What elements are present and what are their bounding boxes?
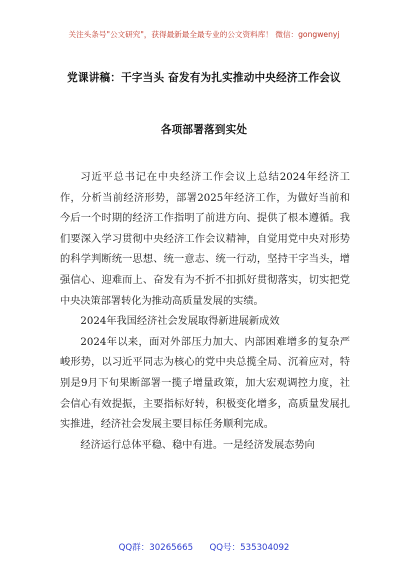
header-note: 关注头条号"公文研究"，获得最新最全最专业的公文资料库！ 微信：gongwenyj [68,30,340,39]
document-title-line-2: 各项部署落到实处 [160,124,248,136]
body-paragraph: 习近平总书记在中央经济工作会议上总结2024年经济工作，分析当前经济形势，部署2025年经济工作，为做好当前和今后一个时期的经济工作指明了前进方向、提供了根本遵循。我们要深入学习贯彻中央经济工作会议精神，自觉用党中央对形势的科学判断统一思想、统一意志、统一行动，坚持干字当头，增强信心、迎难而上、奋发有为不折不扣抓好贯彻落实，切实把党中央决策部署转化为推动高质量发展的实绩。 [60,172,350,307]
body-paragraph: 2024年以来，面对外部压力加大、内部困难增多的复杂严峻形势，以习近平同志为核心的党中央总揽全局、沉着应对，特别是9月下旬果断部署一揽子增量政策，加大宏观调控力度，社会信心有效提振，主要指标好转，积极变化增多，高质量发展扎实推进，经济社会发展主要目标任务顺利完成。 [60,336,350,431]
footer-contact [0,541,408,553]
section-heading: 2024年我国经济社会发展取得新进展新成效 [80,316,280,328]
footer-qq-group: QQ群：30265665 [118,543,194,553]
footer-qq-number: QQ号：535304092 [209,543,290,553]
document-title-line-1: 党课讲稿：干字当头 奋发有为扎实推动中央经济工作会议 [67,72,341,84]
document-body [60,168,350,456]
body-paragraph: 经济运行总体平稳、稳中有进。一是经济发展态势向 [80,439,315,451]
